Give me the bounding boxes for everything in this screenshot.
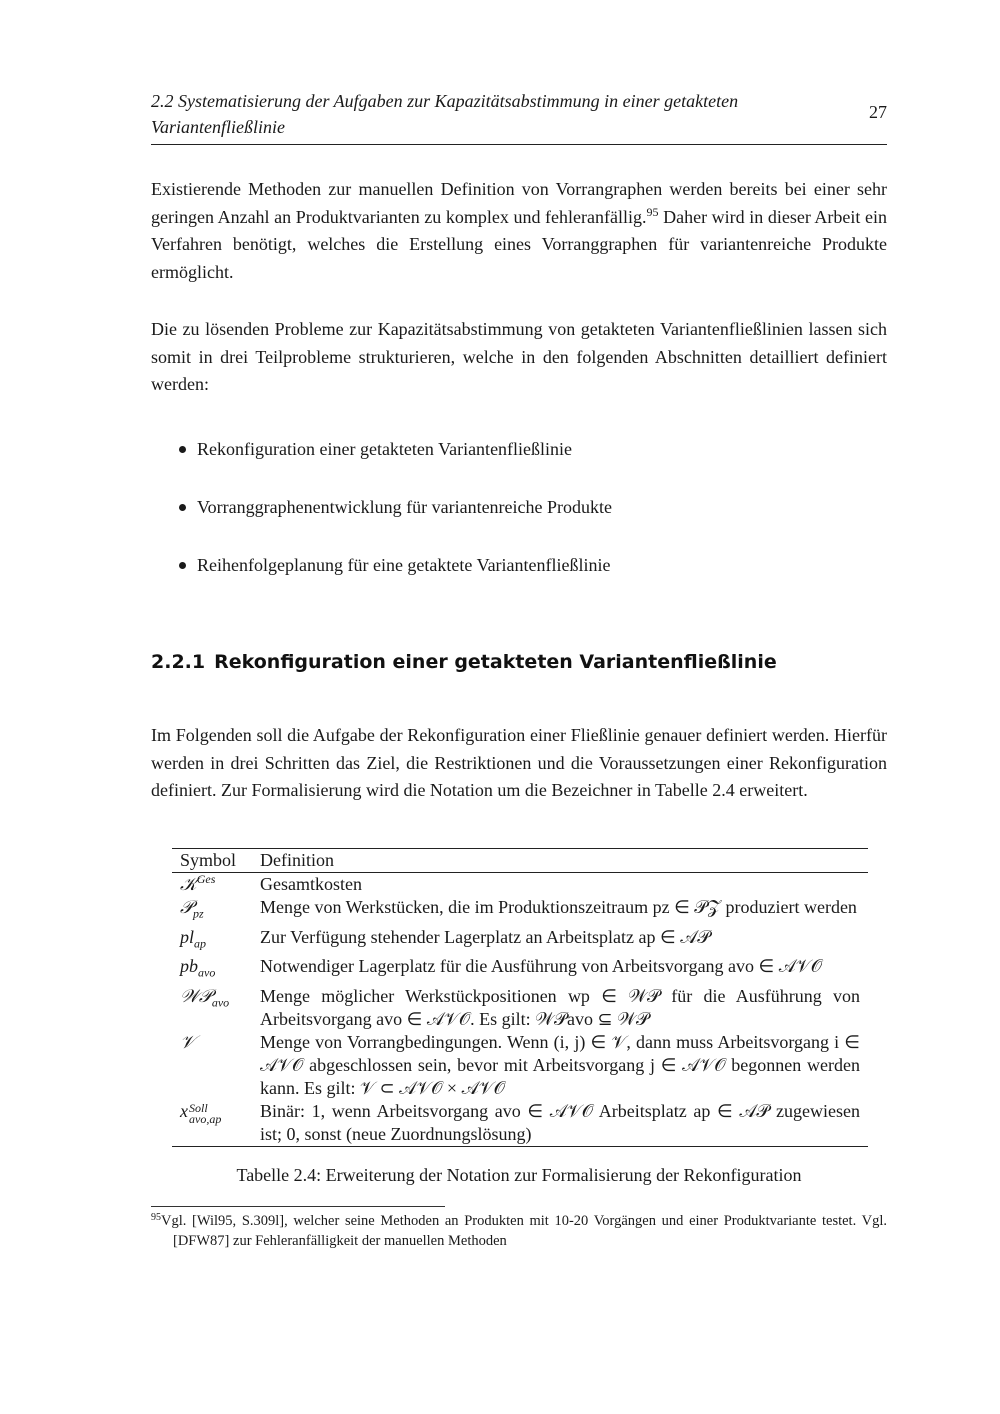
- table-row: [172, 985, 868, 1031]
- symbol-subscript: pz: [192, 906, 204, 921]
- paragraph-1: [151, 176, 887, 286]
- symbol-cell: [172, 955, 252, 985]
- symbol-base: pb: [180, 956, 198, 977]
- notation-table: [172, 848, 868, 1147]
- section-heading: [151, 648, 887, 676]
- page-number: 27: [869, 102, 887, 122]
- running-header: [151, 88, 887, 145]
- definition-cell: Menge von Werkstücken, die im Produktionszeitraum pz ∈ 𝒫𝒵 produziert werden: [260, 897, 857, 917]
- table-row: [172, 955, 868, 985]
- symbol-base: x: [180, 1100, 188, 1121]
- paragraph-1-text-cont: Daher wird in dieser Arbeit ein Verfahren benötigt, welches die Erstellung eines Vorranggraphen für variantenreiche Produkte ermöglicht.: [151, 206, 887, 282]
- symbol-cell: [172, 873, 252, 897]
- symbol-base: pl: [180, 926, 195, 947]
- symbol-cell: [172, 1031, 252, 1100]
- table-row: [172, 926, 868, 956]
- symbol-cell: [172, 926, 252, 956]
- footnote-divider: [151, 1206, 445, 1207]
- table-row: [172, 1031, 868, 1100]
- list-item: Reihenfolgeplanung für eine getaktete Variantenfließlinie: [179, 552, 879, 610]
- table-caption: Tabelle 2.4: Erweiterung der Notation zur Formalisierung der Rekonfiguration: [236, 1165, 802, 1185]
- paragraph-2: Die zu lösenden Probleme zur Kapazitätsabstimmung von getakteten Variantenfließlinien lassen sich somit in drei Teilprobleme strukturieren, welche in den folgenden Abschnitten detailliert definiert werden:: [151, 319, 887, 394]
- symbol-cell: [172, 896, 252, 926]
- footnote-text: Vgl. [Wil95, S.309l], welcher seine Methoden an Produkten mit 10-20 Vorgängen und einer Produktvariante testet. Vgl.[DFW87] zur Fehleranfälligkeit der manuellen Methoden: [161, 1213, 887, 1249]
- symbol-base: 𝒫: [180, 897, 193, 917]
- subproblem-list: [179, 436, 879, 610]
- definition-cell: Menge von Vorrangbedingungen. Wenn (i, j) ∈ 𝒱, dann muss Arbeitsvorgang i ∈ 𝒜𝒱𝒪 abgeschlossen sein, bevor mit Arbeitsvorgang j ∈ 𝒜𝒱𝒪 begonnen werden kann. Es gilt: 𝒱 ⊂ 𝒜𝒱𝒪 × 𝒜𝒱𝒪: [260, 1031, 860, 1098]
- definition-cell: Menge möglicher Werkstückpositionen wp ∈ 𝒲𝒫 für die Ausführung von Arbeitsvorgang avo ∈ 𝒜𝒱𝒪. Es gilt: 𝒲𝒫avo ⊆ 𝒲𝒫: [260, 985, 860, 1029]
- table-header-row: [172, 849, 868, 873]
- symbol-subscript: avo: [198, 965, 216, 980]
- running-header-title: 2.2 Systematisierung der Aufgaben zur Kapazitätsabstimmung in einer getakteten Variantenfließlinie: [151, 91, 739, 137]
- definition-cell: Gesamtkosten: [260, 874, 362, 894]
- paragraph-3: Im Folgenden soll die Aufgabe der Rekonfiguration einer Fließlinie genauer definiert werden. Hierfür werden in drei Schritten das Ziel, die Restriktionen und die Voraussetzungen einer Rekonfiguration definiert. Zur Formalisierung wird die Notation um die Bezeichner in Tabelle 2.4 erweitert.: [151, 725, 887, 800]
- symbol-base: 𝒲𝒫: [180, 985, 212, 1006]
- table-row: [172, 873, 868, 897]
- symbol-subscript: ap: [194, 936, 207, 951]
- definition-cell: Binär: 1, wenn Arbeitsvorgang avo ∈ 𝒜𝒱𝒪 Arbeitsplatz ap ∈ 𝒜𝒫 zugewiesen ist; 0, sonst (neue Zuordnungslösung): [260, 1100, 860, 1144]
- column-header-definition: Definition: [260, 850, 334, 870]
- footnote-95: [151, 1211, 887, 1251]
- symbol-superscript: Soll: [189, 1100, 208, 1115]
- paragraph-1-text: Existierende Methoden zur manuellen Definition von Vorrangraphen werden bereits bei einer sehr geringen Anzahl an Produktvarianten zu komplex und fehleranfällig.: [151, 179, 887, 227]
- section-title: Rekonfiguration einer getakteten Variantenfließlinie: [214, 651, 777, 673]
- symbol-cell: [172, 985, 252, 1031]
- symbol-superscript: Ges: [196, 872, 216, 886]
- list-item: Vorranggraphenentwicklung für variantenreiche Produkte: [179, 494, 879, 552]
- symbol-cell: [172, 1100, 252, 1147]
- table-row: [172, 1100, 868, 1147]
- footnote-ref-95[interactable]: 95: [646, 204, 659, 219]
- symbol-base: 𝒦: [180, 874, 197, 894]
- footnote-number: 95: [151, 1212, 161, 1223]
- column-header-symbol: Symbol: [180, 850, 237, 870]
- symbol-subscript: avo: [211, 995, 230, 1010]
- section-number: 2.2.1: [151, 651, 206, 673]
- table-row: [172, 896, 868, 926]
- definition-cell: Notwendiger Lagerplatz für die Ausführung von Arbeitsvorgang avo ∈ 𝒜𝒱𝒪: [260, 956, 823, 977]
- list-item: Rekonfiguration einer getakteten Variantenfließlinie: [179, 436, 879, 494]
- definition-cell: Zur Verfügung stehender Lagerplatz an Arbeitsplatz ap ∈ 𝒜𝒫: [260, 926, 711, 947]
- symbol-subscript: avo,ap: [189, 1111, 222, 1126]
- symbol-base: 𝒱: [180, 1031, 195, 1052]
